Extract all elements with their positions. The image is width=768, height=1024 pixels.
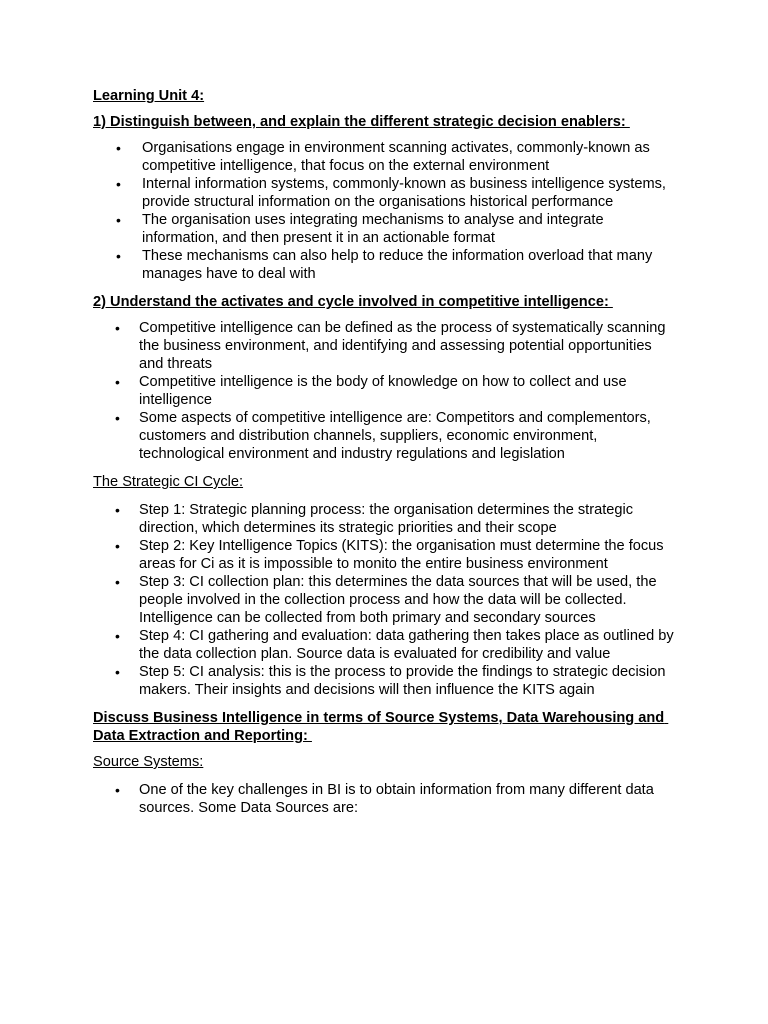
section-heading-bi: Discuss Business Intelligence in terms of Source Systems, Data Warehousing and Data Extraction and Reporting: xyxy=(93,710,669,744)
list-item-text: Step 5: CI analysis: this is the process to provide the findings to strategic decision makers. Their insights and decisions will then influence the KITS again xyxy=(139,664,666,698)
list-item xyxy=(93,373,678,409)
list-item xyxy=(93,247,678,283)
section-heading-1: 1) Distinguish between, and explain the different strategic decision enablers: xyxy=(93,114,630,130)
source-systems-subheading: Source Systems: xyxy=(93,754,204,770)
list-item-text: One of the key challenges in BI is to obtain information from many different data sources. Some Data Sources are: xyxy=(139,782,654,816)
list-item xyxy=(93,501,678,537)
bullet-icon: • xyxy=(116,248,121,264)
list-item xyxy=(93,663,678,699)
list-item xyxy=(93,409,678,463)
list-item-text: Step 1: Strategic planning process: the organisation determines the strategic direction, which determines its strategic priorities and their scope xyxy=(139,502,634,536)
list-item-text: Organisations engage in environment scanning activates, commonly-known as competitive intelligence, that focus on the external environment xyxy=(142,140,650,174)
list-item-text: Competitive intelligence is the body of knowledge on how to collect and use intelligence xyxy=(139,374,627,408)
list-item-text: These mechanisms can also help to reduce the information overload that many manages have to deal with xyxy=(142,248,653,282)
bullet-icon: • xyxy=(115,502,120,518)
bullet-icon: • xyxy=(115,664,120,680)
bullet-icon: • xyxy=(115,782,120,798)
section-heading-2: 2) Understand the activates and cycle involved in competitive intelligence: xyxy=(93,294,613,310)
list-item xyxy=(93,211,678,247)
bullet-list-ci-cycle xyxy=(93,501,678,699)
bullet-icon: • xyxy=(116,176,121,192)
list-item xyxy=(93,175,678,211)
bullet-icon: • xyxy=(115,374,120,390)
ci-cycle-subheading: The Strategic CI Cycle: xyxy=(93,474,244,490)
document-page xyxy=(93,87,678,827)
unit-title: Learning Unit 4: xyxy=(93,88,205,104)
list-item xyxy=(93,573,678,627)
list-item-text: Internal information systems, commonly-known as business intelligence systems, provide structural information on the organisations historical performance xyxy=(142,176,666,210)
bullet-icon: • xyxy=(115,574,120,590)
list-item xyxy=(93,627,678,663)
list-item-text: Competitive intelligence can be defined as the process of systematically scanning the business environment, and identifying and assessing potential opportunities and threats xyxy=(139,320,666,372)
list-item-text: Step 3: CI collection plan: this determines the data sources that will be used, the people involved in the collection process and how the data will be collected. Intelligence can be collected from both primary and secondary sources xyxy=(139,574,657,626)
bullet-icon: • xyxy=(115,410,120,426)
list-item xyxy=(93,319,678,373)
bullet-icon: • xyxy=(116,140,121,156)
list-item-text: Step 4: CI gathering and evaluation: data gathering then takes place as outlined by the data collection plan. Source data is evaluated for credibility and value xyxy=(139,628,674,662)
bullet-icon: • xyxy=(116,212,121,228)
bullet-list-2 xyxy=(93,319,678,463)
list-item-text: Step 2: Key Intelligence Topics (KITS): the organisation must determine the focus areas for Ci as it is impossible to monito the entire business environment xyxy=(139,538,664,572)
list-item xyxy=(93,781,678,817)
bullet-list-source-systems xyxy=(93,781,678,817)
list-item-text: Some aspects of competitive intelligence are: Competitors and complementors, customers and distribution channels, suppliers, economic environment, technological environment and industry regulations and legislation xyxy=(139,410,651,462)
list-item xyxy=(93,139,678,175)
list-item-text: The organisation uses integrating mechanisms to analyse and integrate information, and then present it in an actionable format xyxy=(142,212,604,246)
bullet-icon: • xyxy=(115,320,120,336)
bullet-list-1 xyxy=(93,139,678,283)
bullet-icon: • xyxy=(115,538,120,554)
list-item xyxy=(93,537,678,573)
bullet-icon: • xyxy=(115,628,120,644)
